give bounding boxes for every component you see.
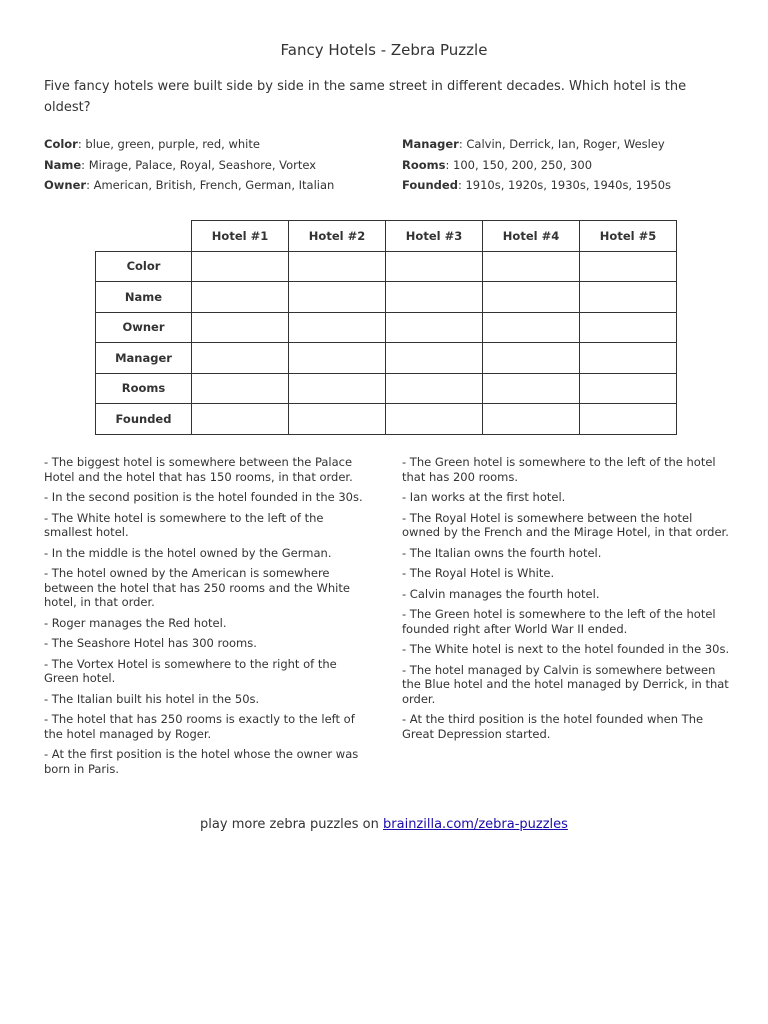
grid-cell[interactable] [289,282,386,313]
page-title: Fancy Hotels - Zebra Puzzle [280,41,488,59]
grid-cell[interactable] [192,343,289,374]
footer [0,817,768,832]
grid-row-color [96,251,677,282]
clues-left [44,455,374,782]
clue: - The White hotel is next to the hotel founded in the 30s. [402,642,730,656]
grid-row-name [96,282,677,313]
grid-cell[interactable] [289,404,386,435]
grid-cell[interactable] [483,373,580,404]
clue: - At the first position is the hotel whose the owner was born in Paris. [44,747,359,776]
clue: - The biggest hotel is somewhere between the Palace Hotel and the hotel that has 150 rooms, in that order. [44,455,353,484]
clue: - The White hotel is somewhere to the left of the smallest hotel. [44,510,324,539]
clue: - The hotel managed by Calvin is somewhere between the Blue hotel and the hotel managed by Derrick, in that order. [402,662,729,706]
grid-cell[interactable] [289,343,386,374]
attribute-values: : American, British, French, German, Italian [86,178,335,192]
attribute-key: Rooms [402,157,446,172]
clue: - Roger manages the Red hotel. [44,615,227,630]
grid-cell[interactable] [192,251,289,282]
clue: - The Green hotel is somewhere to the left of the hotel founded right after World War II ended. [402,607,716,636]
grid-cell[interactable] [580,312,677,343]
grid-cell[interactable] [580,282,677,313]
grid-cell[interactable] [289,312,386,343]
row-header: Color [96,251,192,282]
grid-cell[interactable] [289,251,386,282]
footer-link[interactable]: brainzilla.com/zebra-puzzles [383,817,568,832]
attributes-left [44,134,384,196]
attribute-line [44,175,384,196]
grid-cell[interactable] [580,404,677,435]
attribute-values: : Mirage, Palace, Royal, Seashore, Vortex [81,157,317,172]
grid-cell[interactable] [483,404,580,435]
clue: - The hotel owned by the American is somewhere between the hotel that has 250 rooms and the White hotel, in that order. [44,566,350,609]
grid-cell[interactable] [289,373,386,404]
clue: - Ian works at the first hotel. [402,490,566,504]
clue: - The Seashore Hotel has 300 rooms. [44,636,257,650]
attribute-key: Founded [402,178,458,192]
attribute-key: Manager [402,137,459,151]
attribute-line [44,155,384,176]
clue: - The Italian owns the fourth hotel. [402,545,602,560]
grid-cell[interactable] [483,343,580,374]
intro-text: Five fancy hotels were built side by side in the same street in different decades. Which hotel is the oldest? [44,79,687,115]
grid-cell[interactable] [386,404,483,435]
attribute-line [44,134,384,155]
clues-right [402,455,732,747]
clue: - In the middle is the hotel owned by the German. [44,545,332,560]
row-header: Name [96,282,192,313]
attribute-key: Owner [44,178,87,192]
clue: - The hotel that has 250 rooms is exactly to the left of the hotel managed by Roger. [44,712,355,741]
puzzle-grid [95,220,677,435]
grid-cell[interactable] [386,373,483,404]
grid-cell[interactable] [483,282,580,313]
attributes-right [402,134,742,196]
grid-cell[interactable] [580,251,677,282]
grid-header-row [96,221,677,252]
grid-cell[interactable] [386,312,483,343]
attribute-line [402,175,742,196]
attribute-values: : 1910s, 1920s, 1930s, 1940s, 1950s [457,178,672,192]
clue: - Calvin manages the fourth hotel. [402,586,600,601]
grid-cell[interactable] [192,282,289,313]
grid-row-owner [96,312,677,343]
grid-cell[interactable] [192,312,289,343]
grid-cell[interactable] [386,251,483,282]
grid-cell[interactable] [386,282,483,313]
attribute-values: : 100, 150, 200, 250, 300 [445,157,593,172]
clue: - The Italian built his hotel in the 50s. [44,691,260,706]
grid-cell[interactable] [192,373,289,404]
grid-cell[interactable] [483,251,580,282]
grid-cell[interactable] [580,373,677,404]
attribute-values: : Calvin, Derrick, Ian, Roger, Wesley [458,137,665,151]
row-header: Founded [96,404,192,435]
clue: - The Vortex Hotel is somewhere to the right of the Green hotel. [44,656,337,685]
grid-cell[interactable] [483,312,580,343]
clue: - In the second position is the hotel founded in the 30s. [44,490,363,504]
grid-cell[interactable] [192,404,289,435]
column-header: Hotel #2 [289,221,386,252]
row-header: Manager [96,343,192,374]
attribute-line [402,134,742,155]
footer-text: play more zebra puzzles on [200,817,384,832]
column-header: Hotel #4 [483,221,580,252]
grid-cell[interactable] [580,343,677,374]
clue: - At the third position is the hotel founded when The Great Depression started. [402,712,704,741]
row-header: Rooms [96,373,192,404]
column-header: Hotel #5 [580,221,677,252]
column-header: Hotel #3 [386,221,483,252]
attribute-values: : blue, green, purple, red, white [77,137,260,151]
clue: - The Royal Hotel is somewhere between the hotel owned by the French and the Mirage Hotel, in that order. [402,510,729,539]
grid-cell[interactable] [386,343,483,374]
clue: - The Royal Hotel is White. [402,566,555,580]
grid-row-rooms [96,373,677,404]
clue: - The Green hotel is somewhere to the left of the hotel that has 200 rooms. [402,455,716,484]
grid-row-founded [96,404,677,435]
attribute-key: Color [44,137,78,151]
column-header: Hotel #1 [192,221,289,252]
attribute-key: Name [44,157,82,172]
grid-row-manager [96,343,677,374]
attribute-line [402,155,742,176]
row-header: Owner [96,312,192,343]
grid-corner [96,221,192,252]
